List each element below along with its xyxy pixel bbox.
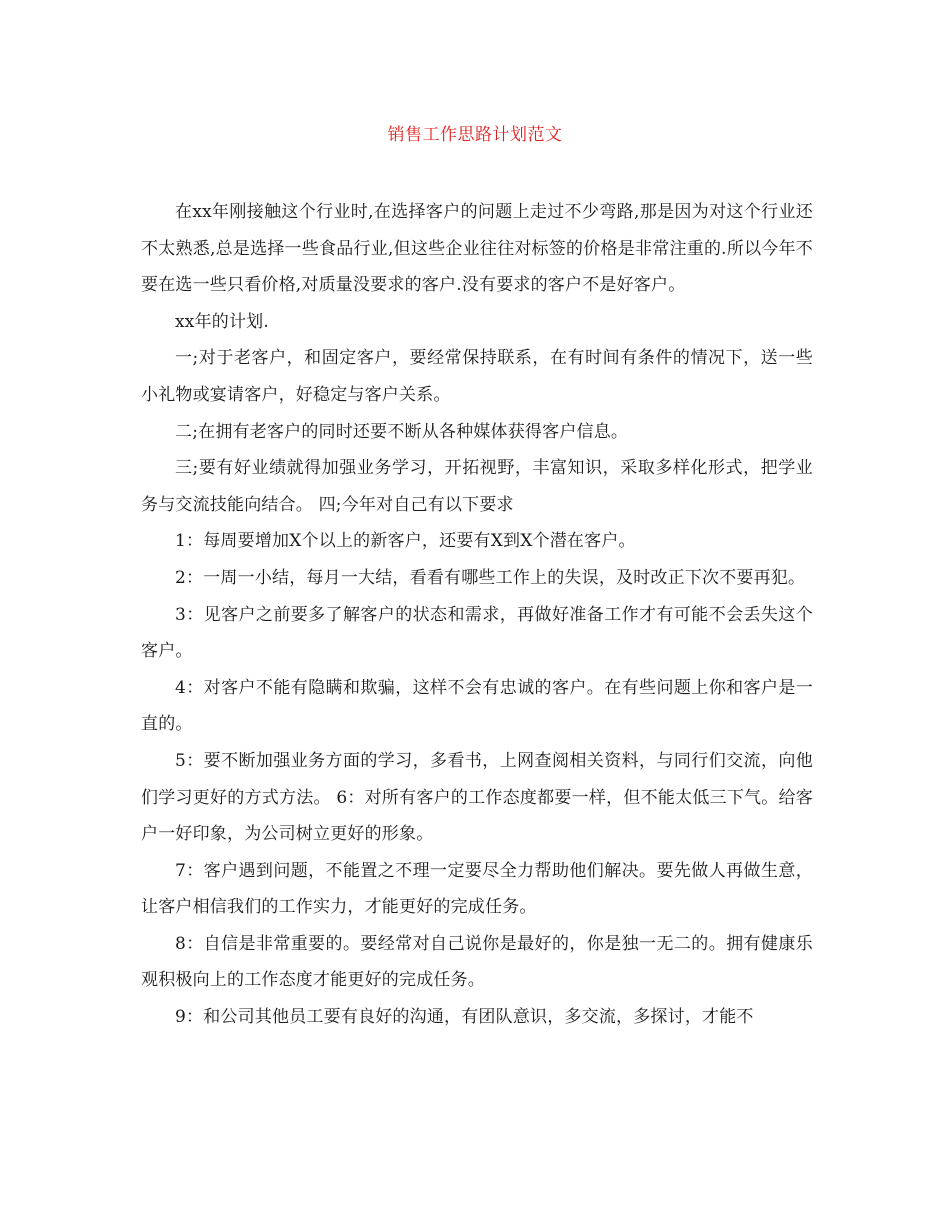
body-paragraph: 7：客户遇到问题，不能置之不理一定要尽全力帮助他们解决。要先做人再做生意，让客户相信我们的工作实力，才能更好的完成任务。	[141, 860, 813, 918]
body-paragraph: 9：和公司其他员工要有良好的沟通，有团队意识，多交流，多探讨，才能不	[175, 1007, 754, 1028]
body-paragraph: 4：对客户不能有隐瞒和欺骗，这样不会有忠诚的客户。在有些问题上你和客户是一直的。	[141, 677, 813, 735]
body-paragraph: 2：一周一小结，每月一大结，看看有哪些工作上的失误，及时改正下次不要再犯。	[175, 567, 806, 588]
body-paragraph: 5：要不断加强业务方面的学习，多看书，上网查阅相关资料，与同行们交流，向他们学习更好的方式方法。 6：对所有客户的工作态度都要一样，但不能太低三下气。给客户一好印象，为公司树立更好的形象。	[141, 750, 813, 845]
body-paragraph: 在xx年刚接触这个行业时,在选择客户的问题上走过不少弯路,那是因为对这个行业还不太熟悉,总是选择一些食品行业,但这些企业往往对标签的价格是非常注重的.所以今年不要在选一些只看价格,对质量没要求的客户.没有要求的客户不是好客户。	[141, 202, 813, 296]
body-paragraph: xx年的计划.	[175, 311, 269, 332]
document-body	[141, 194, 813, 1036]
body-paragraph: 三;要有好业绩就得加强业务学习，开拓视野，丰富知识，采取多样化形式，把学业务与交流技能向结合。 四;今年对自己有以下要求	[141, 458, 813, 515]
body-paragraph: 二;在拥有老客户的同时还要不断从各种媒体获得客户信息。	[175, 421, 629, 442]
body-paragraph: 3：见客户之前要多了解客户的状态和需求，再做好准备工作才有可能不会丢失这个客户。	[141, 604, 813, 662]
body-paragraph: 8：自信是非常重要的。要经常对自己说你是最好的，你是独一无二的。拥有健康乐观积极向上的工作态度才能更好的完成任务。	[141, 933, 813, 991]
body-paragraph: 一;对于老客户，和固定客户，要经常保持联系，在有时间有条件的情况下，送一些小礼物或宴请客户，好稳定与客户关系。	[141, 348, 813, 405]
body-paragraph: 1：每周要增加X个以上的新客户，还要有X到X个潜在客户。	[175, 531, 636, 552]
document-title: 销售工作思路计划范文	[387, 125, 563, 145]
